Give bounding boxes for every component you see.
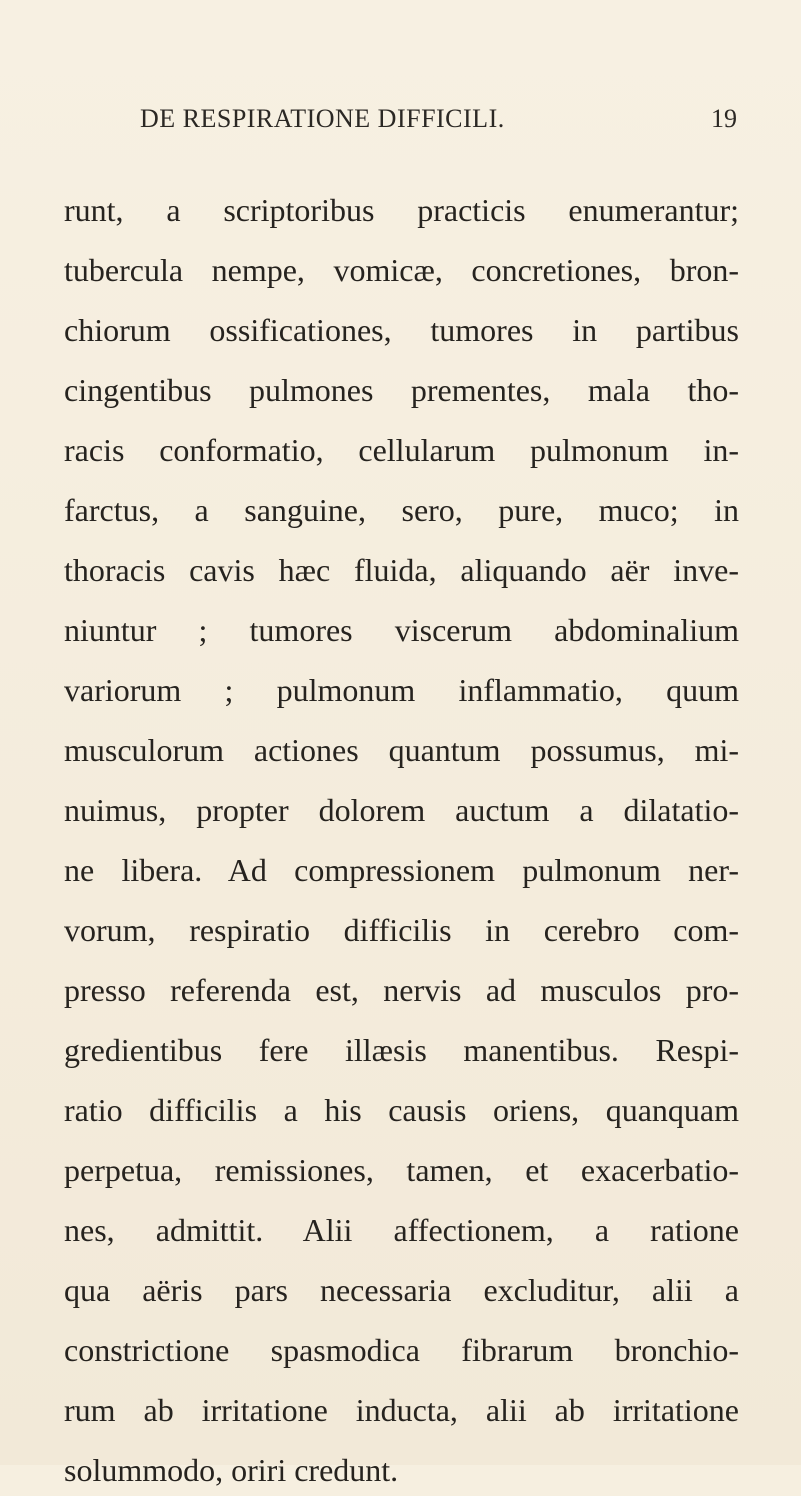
- text-line: farctus, a sanguine, sero, pure, muco; in: [64, 492, 739, 528]
- text-line: runt, a scriptoribus practicis enumerantur;: [64, 192, 739, 228]
- text-line: ne libera. Ad compressionem pulmonum ner-: [64, 852, 739, 888]
- text-line: presso referenda est, nervis ad musculos pro-: [64, 972, 739, 1008]
- text-line: racis conformatio, cellularum pulmonum in-: [64, 432, 739, 468]
- text-line: variorum ; pulmonum inflammatio, quum: [64, 672, 739, 708]
- text-line: qua aëris pars necessaria excluditur, alii a: [64, 1272, 739, 1308]
- text-line: cingentibus pulmones prementes, mala tho-: [64, 372, 739, 408]
- page-number: 19: [711, 104, 737, 133]
- text-line: constrictione spasmodica fibrarum bronchio-: [64, 1332, 739, 1368]
- text-line-last: solummodo, oriri credunt.: [64, 1452, 399, 1488]
- text-line: perpetua, remissiones, tamen, et exacerbatio-: [64, 1152, 739, 1188]
- text-line: chiorum ossificationes, tumores in partibus: [64, 312, 739, 348]
- text-line: vorum, respiratio difficilis in cerebro com-: [64, 912, 739, 948]
- text-line: rum ab irritatione inducta, alii ab irritatione: [64, 1392, 739, 1428]
- text-line: thoracis cavis hæc fluida, aliquando aër inve-: [64, 552, 739, 588]
- text-line: musculorum actiones quantum possumus, mi-: [64, 732, 739, 768]
- text-line: nuimus, propter dolorem auctum a dilatatio-: [64, 792, 739, 828]
- text-line: nes, admittit. Alii affectionem, a ratione: [64, 1212, 739, 1248]
- running-header: DE RESPIRATIONE DIFFICILI.: [140, 104, 505, 133]
- text-line: niuntur ; tumores viscerum abdominalium: [64, 612, 739, 648]
- text-line: ratio difficilis a his causis oriens, quanquam: [64, 1092, 739, 1128]
- text-line: tubercula nempe, vomicæ, concretiones, bron-: [64, 252, 739, 288]
- text-line: gredientibus fere illæsis manentibus. Respi-: [64, 1032, 739, 1068]
